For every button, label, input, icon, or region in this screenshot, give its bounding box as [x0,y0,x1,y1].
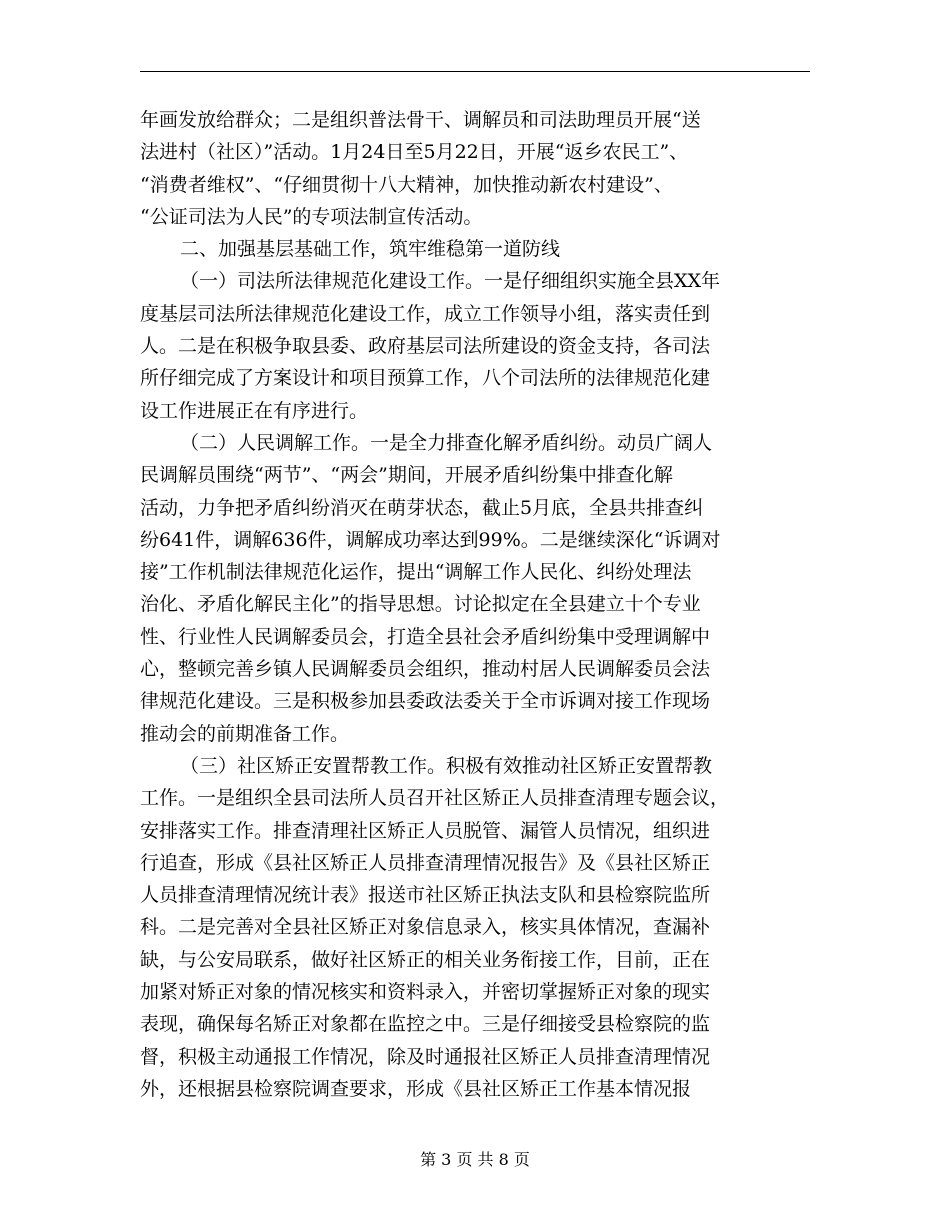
text-line: 推动会的前期准备工作。 [140,722,350,745]
text-line: 表现，确保每名矫正对象都在监控之中。三是仔细接受县检察院的监 [140,1013,711,1036]
text-line: 心，整顿完善乡镇人民调解委员会组织，推动村居人民调解委员会法 [140,658,711,681]
text-line: 人员排查清理情况统计表》报送市社区矫正执法支队和县检察院监所 [140,884,711,907]
text-line: 律规范化建设。三是积极参加县委政法委关于全市诉调对接工作现场 [140,690,711,713]
text-line: 设工作进展正在有序进行。 [140,399,369,422]
text-line: （三）社区矫正安置帮教工作。积极有效推动社区矫正安置帮教 [180,754,713,777]
text-line: 外，还根据县检察院调查要求，形成《县社区矫正工作基本情况报 [140,1077,692,1100]
text-line: 接”工作机制法律规范化运作，提出“调解工作人民化、纠纷处理法 [140,561,692,584]
text-line: 督，积极主动通报工作情况，除及时通报社区矫正人员排查清理情况 [140,1045,711,1068]
text-line: 年画发放给群众；二是组织普法骨干、调解员和司法助理员开展“送 [140,109,701,131]
text-line: 民调解员围绕“两节”、“两会”期间，开展矛盾纠纷集中排查化解 [140,464,673,487]
text-line: 度基层司法所法律规范化建设工作，成立工作领导小组，落实责任到 [140,302,711,325]
text-line: 科。二是完善对全县社区矫正对象信息录入，核实具体情况，查漏补 [140,916,711,939]
text-line: 缺，与公安局联系，做好社区矫正的相关业务衔接工作，目前，正在 [140,948,711,971]
text-line: “公证司法为人民”的专项法制宣传活动。 [140,205,483,228]
text-line: （一）司法所法律规范化建设工作。一是仔细组织实施全县XX年 [180,270,721,293]
document-body [140,104,810,1105]
text-line: 行追查，形成《县社区矫正人员排查清理情况报告》及《县社区矫正 [140,851,711,874]
text-line: 二、加强基层基础工作，筑牢维稳第一道防线 [180,238,561,261]
text-line: 所仔细完成了方案设计和项目预算工作，八个司法所的法律规范化建 [140,367,711,390]
text-line: 工作。一是组织全县司法所人员召开社区矫正人员排查清理专题会议， [140,787,730,810]
page-number-footer: 第 3 页 共 8 页 [420,1150,530,1169]
text-line: 纷641件，调解636件，调解成功率达到99%。二是继续深化“诉调对 [140,528,721,551]
text-line: “消费者维权”、“仔细贯彻十八大精神，加快推动新农村建设”、 [140,173,673,196]
text-line: 活动，力争把矛盾纠纷消灭在萌芽状态，截止5月底，全县共排查纠 [140,496,704,519]
text-line: 法进村（社区）”活动。1月24日至5月22日，开展“返乡农民工”、 [140,141,689,164]
text-line: 加紧对矫正对象的情况核实和资料录入，并密切掌握矫正对象的现实 [140,981,711,1004]
text-line: 治化、矛盾化解民主化”的指导思想。讨论拟定在全县建立十个专业 [140,593,701,616]
text-line: 性、行业性人民调解委员会，打造全县社会矛盾纠纷集中受理调解中 [140,625,711,648]
text-line: （二）人民调解工作。一是全力排查化解矛盾纠纷。动员广阔人 [180,431,713,454]
text-line: 安排落实工作。排查清理社区矫正人员脱管、漏管人员情况，组织进 [140,819,711,842]
text-line: 人。二是在积极争取县委、政府基层司法所建设的资金支持，各司法 [140,335,711,358]
header-rule [140,71,810,72]
